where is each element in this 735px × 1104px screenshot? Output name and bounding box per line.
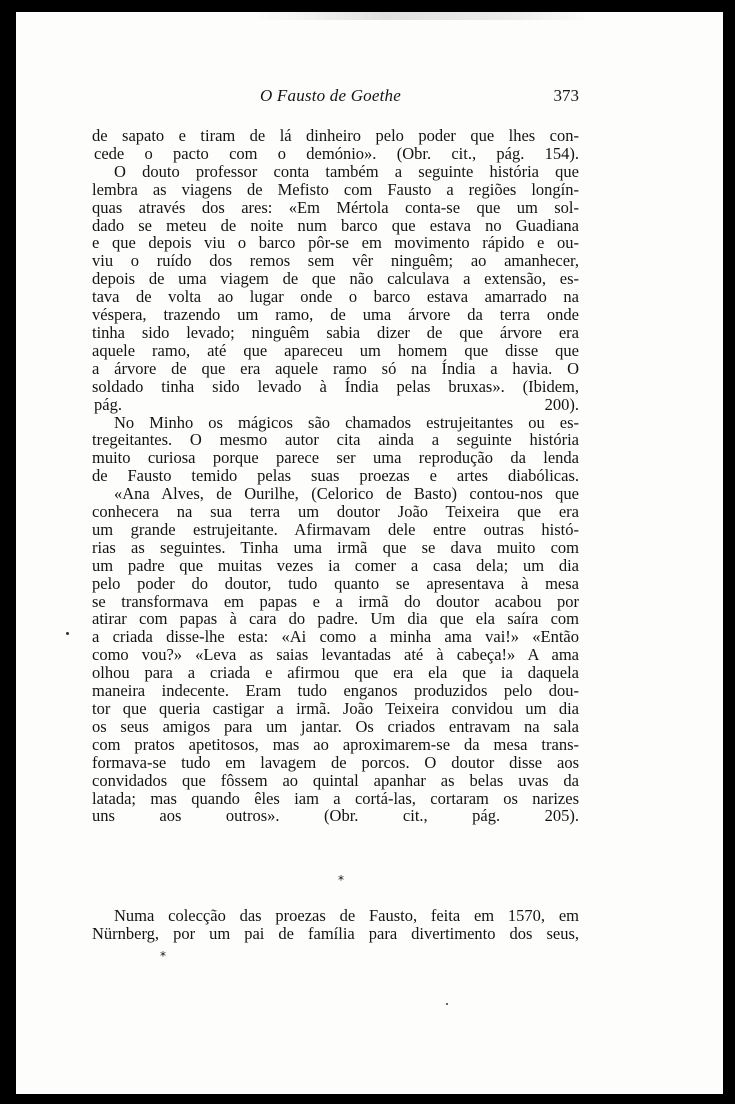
text-line: tor que queria castigar a irmã. João Teixeira convidou um dia	[92, 699, 579, 718]
text-line: O douto professor conta também a seguinte história que	[114, 161, 579, 181]
text-line: de sapato e tiram de lá dinheiro pelo poder que lhes con-	[92, 126, 579, 145]
margin-dot	[66, 632, 69, 635]
text-line: «Ana Alves, de Ourilhe, (Celorico de Basto) contou-nos que	[114, 484, 579, 504]
running-title: O Fausto de Goethe	[260, 86, 401, 105]
text-line: pelo poder do doutor, tudo quanto se apresentava à mesa	[92, 573, 579, 593]
text-line: os seus amigos para um jantar. Os criados entravam na sala	[92, 716, 579, 736]
text-line: como vou?» «Leva as saias levantadas até à cabeça!» A ama	[92, 645, 579, 665]
section-separator-asterisk: *	[338, 873, 344, 887]
text-line: conhecera na sua terra um doutor João Teixeira que era	[92, 502, 579, 522]
text-line: rias as seguintes. Tinha uma irmã que se dava muito com	[92, 537, 579, 557]
text-line: dado se meteu de noite num barco que estava no Guadiana	[92, 215, 579, 235]
text-line: latada; mas quando êles iam a cortá-las, cortaram os narizes	[92, 788, 579, 808]
text-line: uns aos outros». (Obr. cit., pág. 205).	[92, 806, 579, 826]
text-line: maneira indecente. Eram tudo enganos produzidos pelo dou-	[92, 681, 579, 701]
text-line: depois de uma viagem de que não calculava a extensão, es-	[92, 269, 579, 289]
text-line: tava de volta ao lugar onde o barco estava amarrado na	[92, 287, 579, 307]
text-line: um padre que muitas vezes ia comer a casa dela; um dia	[92, 555, 579, 575]
text-line: tregeitantes. O mesmo autor cita ainda a seguinte história	[92, 430, 579, 450]
text-line: muito curiosa porque parece ser uma reprodução da lenda	[92, 448, 579, 468]
text-line: quas através dos ares: «Em Mértola conta-se que um sol-	[92, 197, 579, 217]
paragraph	[92, 163, 579, 414]
paragraph	[92, 485, 579, 825]
text-line: se transformava em papas e a irmã do doutor acabou por	[92, 591, 579, 611]
text-line: olhou para a criada e afirmou que era ela que ia daquela	[92, 663, 579, 683]
margin-asterisk: *	[160, 949, 166, 963]
text-line: lembra as viagens de Mefisto com Fausto a regiões longín-	[92, 179, 579, 199]
text-line: a criada disse-lhe esta: «Ai como a minha ama vai!» «Então	[92, 627, 579, 647]
text-line: atirar com papas à cara do padre. Um dia que ela saíra com	[92, 609, 579, 629]
text-line: aquele ramo, até que apareceu um homem que disse que	[92, 340, 579, 360]
text-line: convidados que fôssem ao quintal apanhar as belas uvas da	[92, 770, 579, 790]
text-line: viu o ruído dos remos sem vêr ninguêm; ao amanhecer,	[92, 251, 579, 271]
paragraph	[92, 414, 579, 486]
page-header	[92, 86, 579, 112]
text-line: Nürnberg, por um pai de família para divertimento dos seus,	[92, 924, 579, 943]
text-line: tinha sido levado; ninguêm sabia dizer de que árvore era	[92, 322, 579, 342]
text-line: No Minho os mágicos são chamados estrujeitantes ou es-	[114, 412, 579, 432]
margin-dot	[446, 1003, 448, 1005]
body-text	[92, 127, 579, 825]
text-line: véspera, trazendo um ramo, de uma árvore da terra onde	[92, 305, 579, 325]
closing-paragraph	[92, 907, 579, 943]
text-line: a árvore de que era aquele ramo só na Índia a havia. O	[92, 358, 579, 378]
text-line: com pratos apetitosos, mas ao aproximarem-se da mesa trans-	[92, 734, 579, 754]
text-line: formava-se tudo em lavagem de porcos. O doutor disse aos	[92, 752, 579, 772]
text-line: soldado tinha sido levado à Índia pelas bruxas». (Ibidem,	[92, 376, 579, 396]
scan-artifact	[250, 12, 590, 20]
page-number: 373	[553, 86, 579, 105]
text-line: pág. 200).	[94, 394, 579, 414]
text-line: de Fausto temido pelas suas proezas e artes diabólicas.	[92, 466, 579, 486]
text-line: e que depois viu o barco pôr-se em movimento rápido e ou-	[92, 233, 579, 253]
paragraph	[92, 127, 579, 163]
text-line: Numa colecção das proezas de Fausto, feita em 1570, em	[114, 906, 579, 925]
text-line: um grande estrujeitante. Afirmavam dele entre outras histó-	[92, 519, 579, 539]
text-line: cede o pacto com o demónio». (Obr. cit., pág. 154).	[94, 143, 579, 163]
